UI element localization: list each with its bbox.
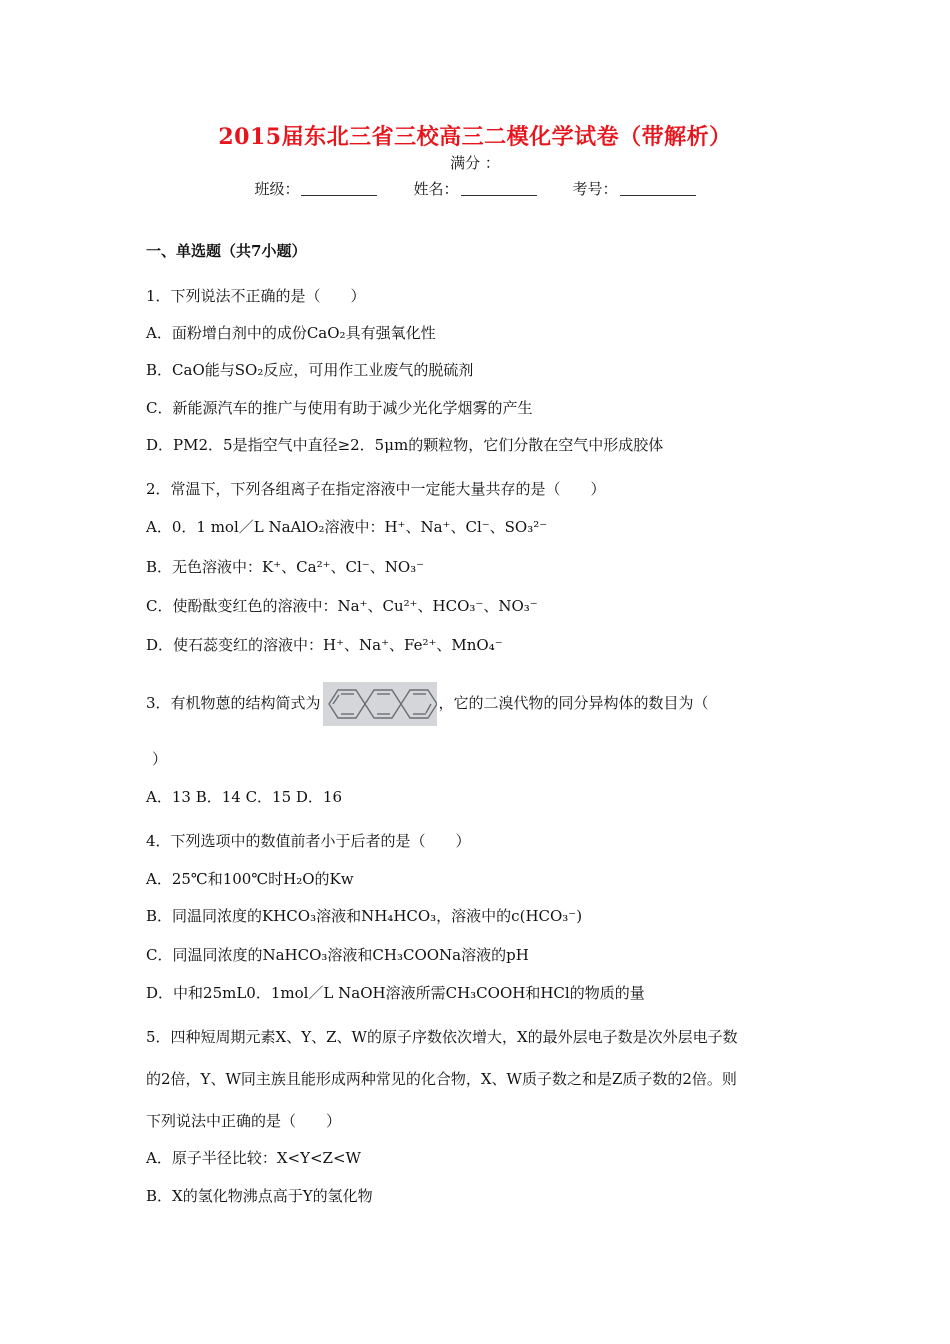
q1-option-b: B．CaO能与SO₂反应，可用作工业废气的脱硫剂 (146, 361, 474, 379)
q2-stem: 2．常温下，下列各组离子在指定溶液中一定能大量共存的是（ ） (146, 480, 606, 498)
q5-stem-line1: 5．四种短周期元素X、Y、Z、W的原子序数依次增大，X的最外层电子数是次外层电子数 (146, 1028, 738, 1046)
id-blank (620, 181, 696, 196)
q4-option-d: D．中和25mL0．1mol／L NaOH溶液所需CH₃COOH和HCl的物质的量 (146, 984, 645, 1002)
q2-option-c: C．使酚酞变红色的溶液中：Na⁺、Cu²⁺、HCO₃⁻、NO₃⁻ (146, 597, 538, 615)
id-field (573, 178, 696, 199)
q1-option-c: C．新能源汽车的推广与使用有助于减少光化学烟雾的产生 (146, 399, 533, 417)
class-label: 班级： (254, 180, 300, 198)
score-line: 满分 ： (450, 154, 500, 172)
q5-option-b: B．X的氢化物沸点高于Y的氢化物 (146, 1187, 373, 1205)
q4-option-b: B．同温同浓度的KHCO₃溶液和NH₄HCO₃，溶液中的c(HCO₃⁻) (146, 907, 583, 925)
q1-option-d: D．PM2．5是指空气中直径≥2．5μm的颗粒物，它们分散在空气中形成胶体 (146, 436, 664, 454)
student-info-row (0, 178, 950, 199)
q5-stem-line2: 的2倍，Y、W同主族且能形成两种常见的化合物，X、W质子数之和是Z质子数的2倍。则 (146, 1070, 737, 1088)
class-blank (301, 181, 377, 196)
id-label: 考号： (572, 180, 618, 198)
q3-stem-after: ，它的二溴代物的同分异构体的数目为（ (438, 694, 709, 712)
q4-option-c: C．同温同浓度的NaHCO₃溶液和CH₃COONa溶液的pH (146, 946, 529, 964)
q3-stem-close: ） (152, 750, 168, 768)
name-blank (461, 181, 537, 196)
q2-option-a: A．0．1 mol／L NaAlO₂溶液中：H⁺、Na⁺、Cl⁻、SO₃²⁻ (146, 518, 548, 536)
anthracene-structure-image (323, 682, 437, 726)
name-field (413, 178, 536, 199)
q3-stem-before: 3．有机物蒽的结构简式为 (146, 694, 321, 712)
exam-title: 2015届东北三省三校高三二模化学试卷（带解析） (218, 124, 732, 150)
q5-stem-line3: 下列说法中正确的是（ ） (146, 1112, 342, 1130)
name-label: 姓名： (413, 180, 459, 198)
q3-stem (146, 681, 709, 726)
q2-option-b: B．无色溶液中：K⁺、Ca²⁺、Cl⁻、NO₃⁻ (146, 558, 425, 576)
q3-options: A．13 B．14 C．15 D．16 (146, 788, 343, 806)
class-field (254, 178, 377, 199)
q1-stem: 1．下列说法不正确的是（ ） (146, 287, 366, 305)
q4-stem: 4．下列选项中的数值前者小于后者的是（ ） (146, 832, 471, 850)
q4-option-a: A．25℃和100℃时H₂O的Kw (146, 870, 354, 888)
q1-option-a: A．面粉增白剂中的成份CaO₂具有强氧化性 (146, 324, 436, 342)
section-heading: 一、单选题（共7小题） (146, 242, 307, 260)
q2-option-d: D．使石蕊变红的溶液中：H⁺、Na⁺、Fe²⁺、MnO₄⁻ (146, 636, 503, 654)
q5-option-a: A．原子半径比较：X<Y<Z<W (146, 1149, 361, 1167)
